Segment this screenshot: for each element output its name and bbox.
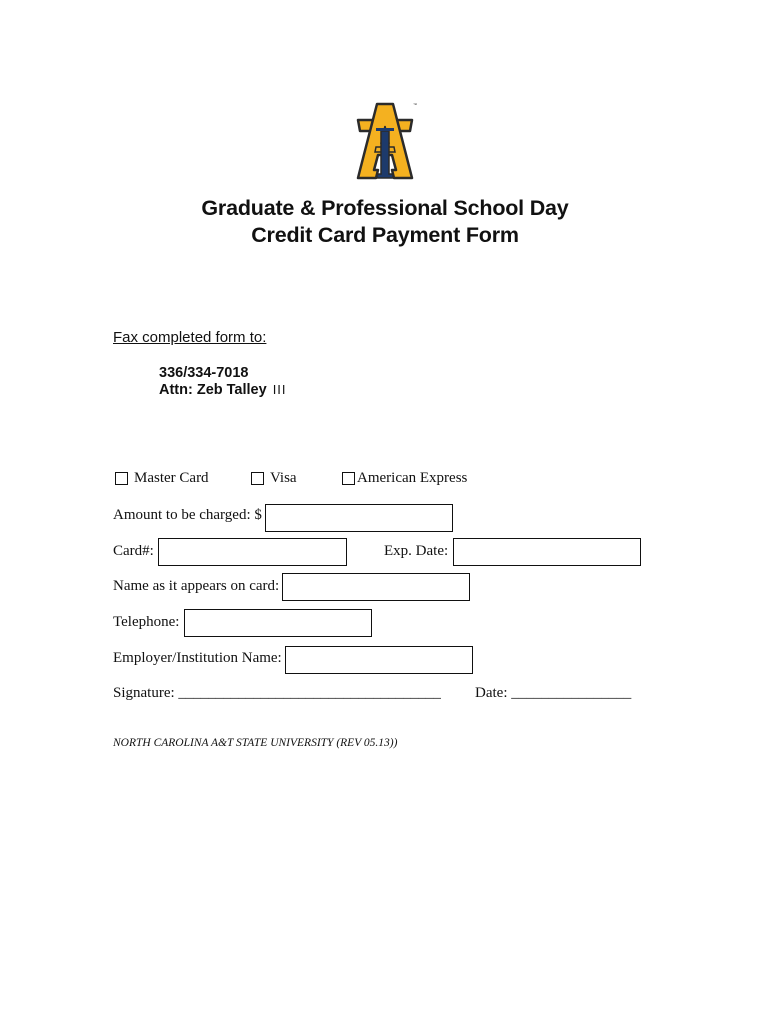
svg-text:™: ™ xyxy=(413,102,417,107)
amount-field[interactable] xyxy=(265,504,453,532)
signature-date-line[interactable]: Date: ________________ xyxy=(475,685,632,701)
aggie-at-logo-icon xyxy=(352,98,418,182)
fax-attention-suffix: III xyxy=(272,382,287,397)
exp-date-field[interactable] xyxy=(453,538,641,566)
employer-label: Employer/Institution Name: xyxy=(113,650,282,666)
american-express-checkbox[interactable] xyxy=(342,472,355,485)
fax-instruction: Fax completed form to: xyxy=(113,329,267,346)
visa-checkbox[interactable] xyxy=(251,472,264,485)
name-on-card-label: Name as it appears on card: xyxy=(113,578,280,594)
master-card-checkbox[interactable] xyxy=(115,472,128,485)
signature-line[interactable]: Signature: ___________________________________ xyxy=(113,685,441,701)
form-title-line2: Credit Card Payment Form xyxy=(251,223,519,247)
revision-footer: NORTH CAROLINA A&T STATE UNIVERSITY (REV 05.13)) xyxy=(113,737,398,749)
form-title-line1: Graduate & Professional School Day xyxy=(201,196,569,220)
telephone-field[interactable] xyxy=(184,609,372,637)
exp-date-label: Exp. Date: xyxy=(384,543,449,559)
employer-field[interactable] xyxy=(285,646,473,674)
american-express-label: American Express xyxy=(357,470,468,486)
card-number-field[interactable] xyxy=(158,538,347,566)
fax-attention-name: Attn: Zeb Talley xyxy=(159,382,267,398)
telephone-label: Telephone: xyxy=(113,614,180,630)
name-on-card-field[interactable] xyxy=(282,573,470,601)
fax-number: 336/334-7018 xyxy=(159,365,249,381)
fax-attention xyxy=(159,382,287,398)
visa-label: Visa xyxy=(270,470,297,486)
card-number-label: Card#: xyxy=(113,543,154,559)
master-card-label: Master Card xyxy=(134,470,209,486)
amount-label: Amount to be charged: $ xyxy=(113,507,262,523)
